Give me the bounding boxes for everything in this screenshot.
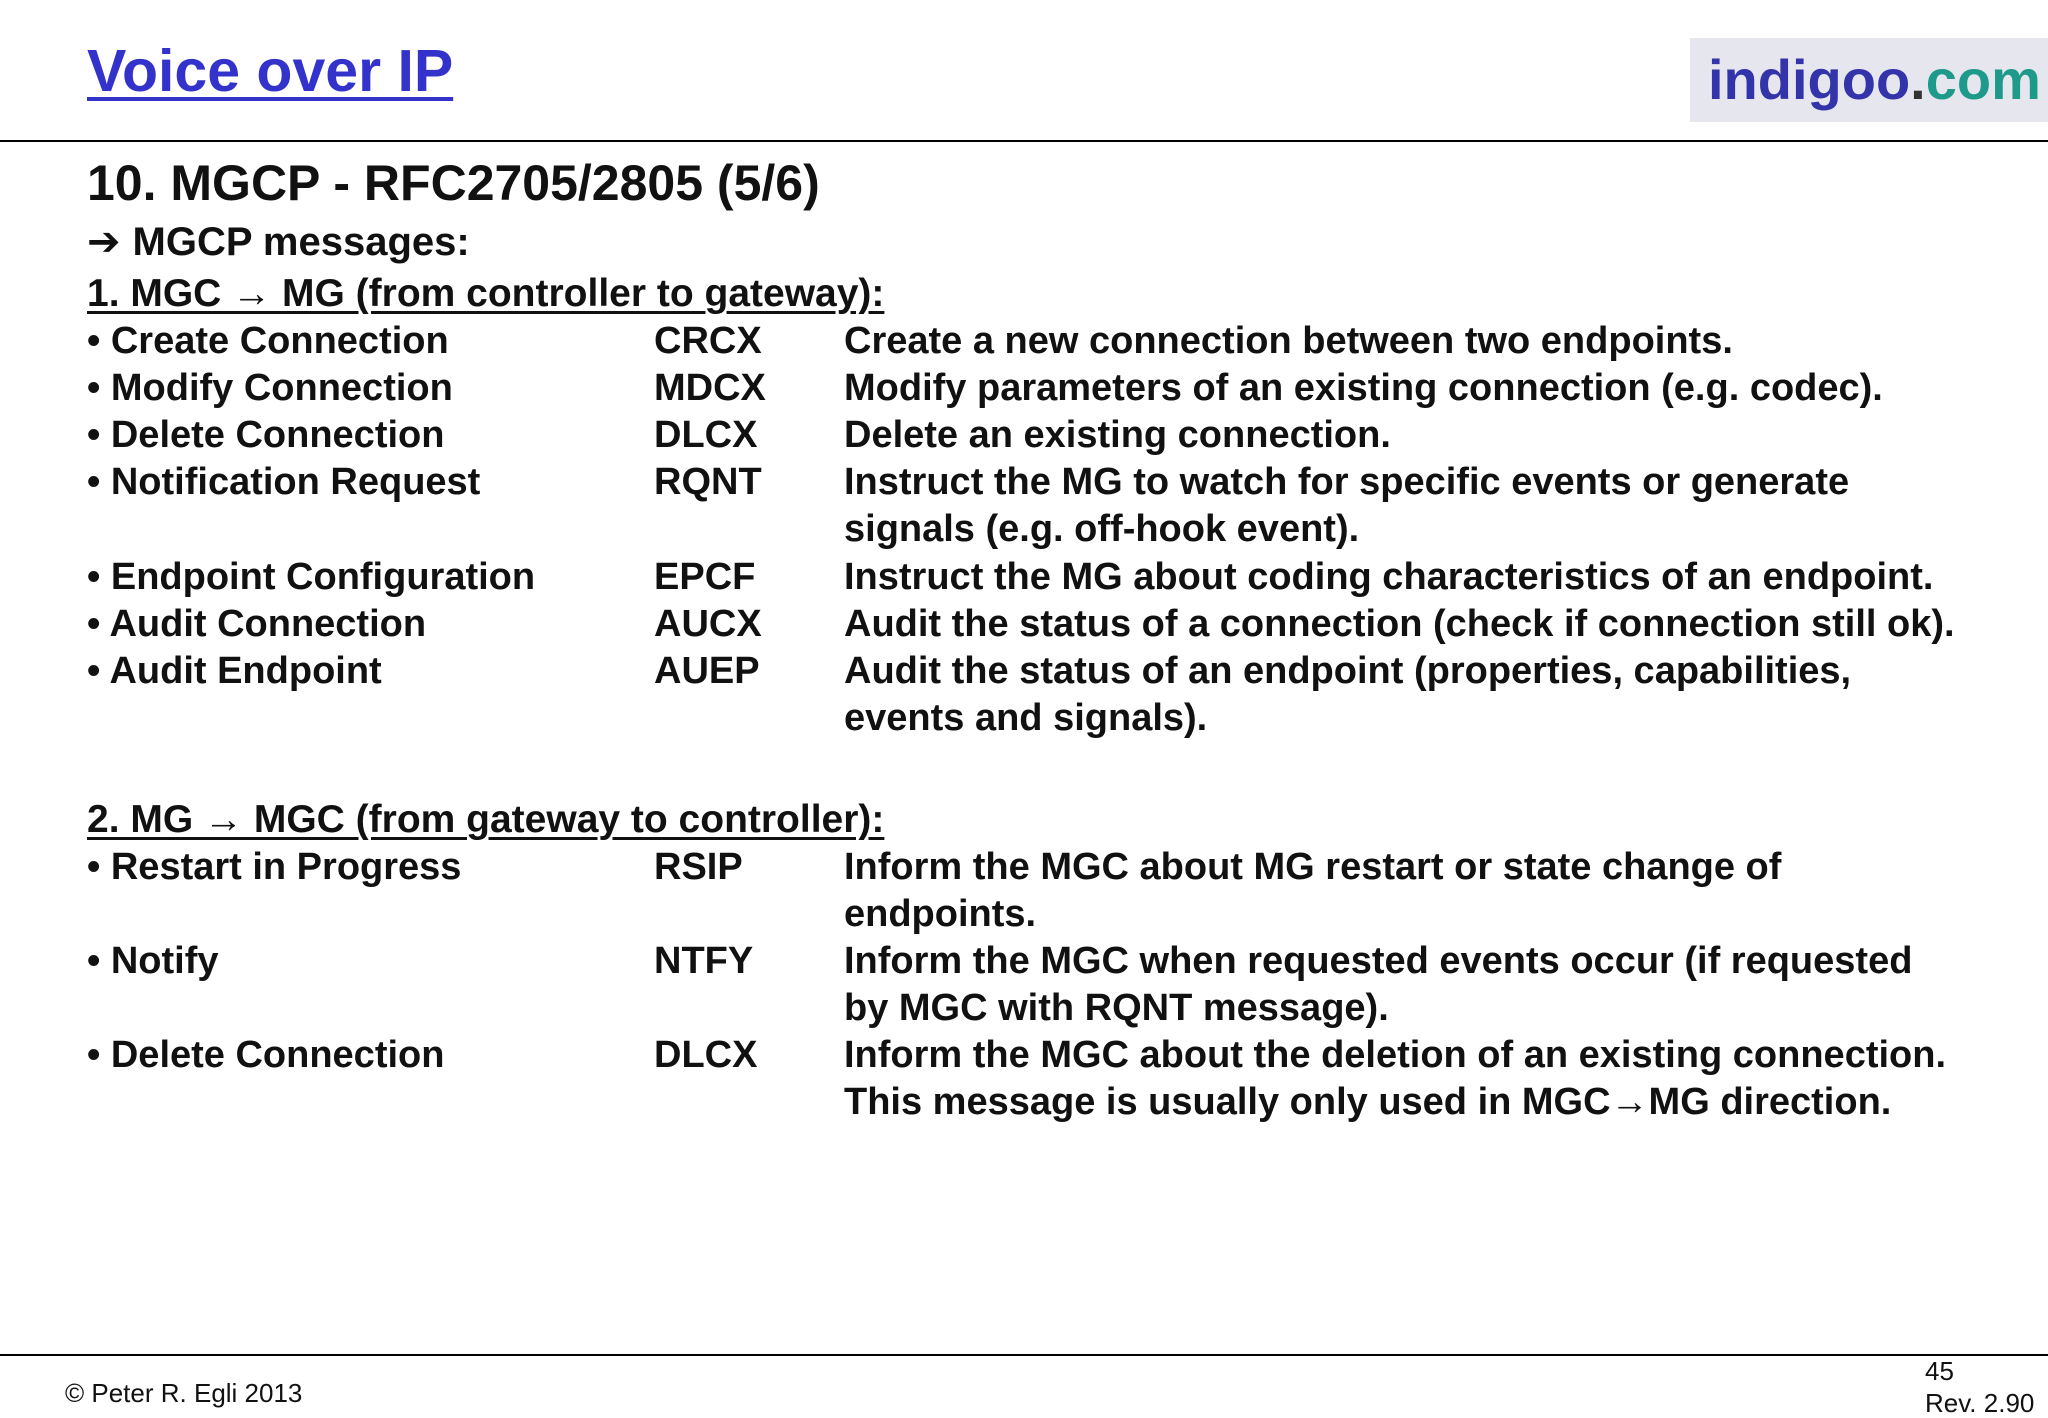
message-code: EPCF bbox=[654, 556, 756, 598]
message-code: RQNT bbox=[654, 461, 762, 503]
description-line: by MGC with RQNT message). bbox=[844, 987, 1389, 1029]
header-title: Voice over IP bbox=[87, 38, 454, 104]
message-description bbox=[844, 844, 2044, 938]
slide-title: 10. MGCP - RFC2705/2805 (5/6) bbox=[87, 155, 820, 211]
description-line: events and signals). bbox=[844, 697, 1208, 739]
message-name: • Modify Connection bbox=[87, 367, 453, 409]
message-name: • Notify bbox=[87, 940, 219, 982]
message-code: RSIP bbox=[654, 846, 743, 888]
section-heading-mg-to-mgc: 2. MG → MGC (from gateway to controller): bbox=[87, 798, 885, 841]
description-line: Audit the status of a connection (check if connection still ok). bbox=[844, 603, 1955, 645]
message-description bbox=[844, 601, 2044, 648]
message-name: • Delete Connection bbox=[87, 1034, 445, 1076]
footer-divider bbox=[0, 1354, 2048, 1356]
message-code: AUEP bbox=[654, 650, 760, 692]
description-line: Inform the MGC about MG restart or state change of bbox=[844, 846, 1782, 888]
intro-text: MGCP messages: bbox=[132, 220, 470, 264]
message-description bbox=[844, 938, 2044, 1032]
page-number: 45 bbox=[1925, 1356, 1954, 1386]
message-name: • Notification Request bbox=[87, 461, 481, 503]
description-line: Instruct the MG to watch for specific events or generate bbox=[844, 461, 1850, 503]
description-line: This message is usually only used in MGC→MG direction. bbox=[844, 1081, 1892, 1123]
message-name: • Restart in Progress bbox=[87, 846, 462, 888]
message-name: • Delete Connection bbox=[87, 414, 445, 456]
message-code: NTFY bbox=[654, 940, 754, 982]
description-line: Delete an existing connection. bbox=[844, 414, 1391, 456]
logo-part-2: . bbox=[1910, 48, 1926, 111]
message-description bbox=[844, 554, 2044, 601]
arrow-icon: ➔ bbox=[87, 220, 121, 264]
message-description bbox=[844, 318, 2044, 365]
message-code: DLCX bbox=[654, 414, 758, 456]
message-name: • Create Connection bbox=[87, 320, 449, 362]
message-code: AUCX bbox=[654, 603, 762, 645]
logo bbox=[1690, 38, 2048, 122]
description-line: Instruct the MG about coding characteristics of an endpoint. bbox=[844, 556, 1934, 598]
message-name: • Audit Connection bbox=[87, 603, 427, 645]
message-name: • Endpoint Configuration bbox=[87, 556, 536, 598]
message-code: CRCX bbox=[654, 320, 762, 362]
logo-part-1: indigoo bbox=[1708, 48, 1911, 111]
message-name: • Audit Endpoint bbox=[87, 650, 382, 692]
message-code: MDCX bbox=[654, 367, 766, 409]
intro-line bbox=[87, 222, 470, 262]
message-description bbox=[844, 365, 2044, 412]
revision: Rev. 2.90 bbox=[1925, 1388, 2035, 1418]
message-description bbox=[844, 648, 2044, 742]
message-description bbox=[844, 1032, 2044, 1126]
message-code: DLCX bbox=[654, 1034, 758, 1076]
header-divider bbox=[0, 140, 2048, 142]
description-line: Audit the status of an endpoint (properties, capabilities, bbox=[844, 650, 1852, 692]
description-line: endpoints. bbox=[844, 893, 1037, 935]
message-description bbox=[844, 412, 2044, 459]
description-line: Inform the MGC about the deletion of an existing connection. bbox=[844, 1034, 1947, 1076]
description-line: Create a new connection between two endpoints. bbox=[844, 320, 1733, 362]
description-line: signals (e.g. off-hook event). bbox=[844, 508, 1360, 550]
logo-text bbox=[1708, 48, 2041, 111]
section-heading-mgc-to-mg: 1. MGC → MG (from controller to gateway): bbox=[87, 272, 885, 315]
description-line: Modify parameters of an existing connection (e.g. codec). bbox=[844, 367, 1883, 409]
message-description bbox=[844, 459, 2044, 553]
description-line: Inform the MGC when requested events occur (if requested bbox=[844, 940, 1913, 982]
copyright: © Peter R. Egli 2013 bbox=[65, 1378, 303, 1408]
logo-part-3: com bbox=[1925, 48, 2041, 111]
